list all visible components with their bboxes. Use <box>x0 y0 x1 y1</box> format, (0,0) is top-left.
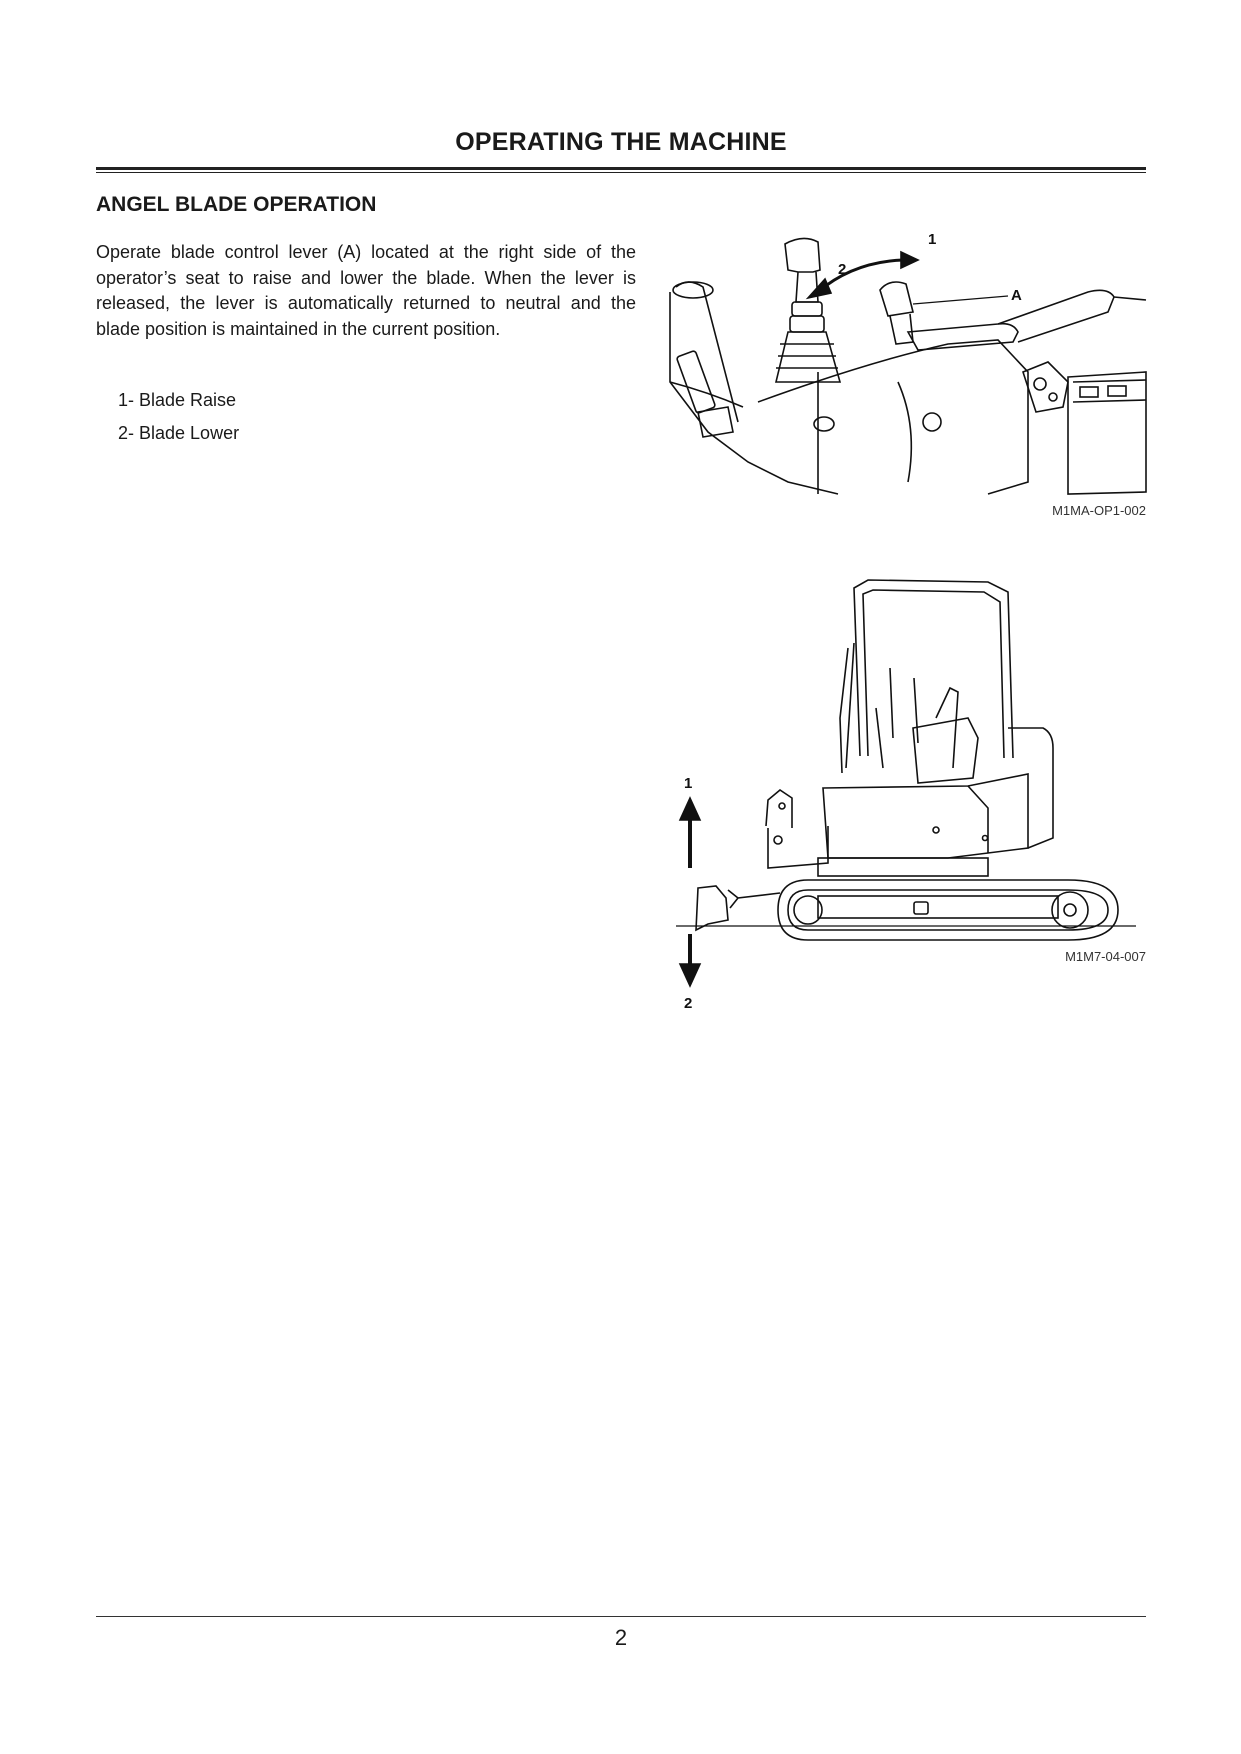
page-title: OPERATING THE MACHINE <box>455 128 787 156</box>
page-number: 2 <box>614 1625 628 1650</box>
fig1-label-1: 1 <box>928 232 937 248</box>
body-paragraph: Operate blade control lever (A) located at the right side of the operator’s seat to raise and lower the blade. When the lever is released, the lever is automatically returned to neutral and the blade position is maintained in the current position. <box>96 242 636 339</box>
figure2-code: M1M7-04-007 <box>1065 949 1146 964</box>
excavator-illustration <box>668 568 1148 1010</box>
fig2-label-1: 1 <box>684 775 693 792</box>
title-rule <box>96 167 1146 170</box>
fig2-label-2: 2 <box>684 995 693 1010</box>
fig1-label-2: 2 <box>838 261 847 278</box>
legend-item-blade-raise: 1- Blade Raise <box>118 390 237 410</box>
legend-item-blade-lower: 2- Blade Lower <box>118 423 240 443</box>
section-heading: ANGEL BLADE OPERATION <box>96 193 377 216</box>
legend-list <box>118 389 239 455</box>
fig1-label-a: A <box>1011 287 1022 304</box>
footer-rule <box>96 1616 1146 1617</box>
title-rule-thin <box>96 172 1146 173</box>
figure1-code: M1MA-OP1-002 <box>1052 503 1146 518</box>
lever-illustration <box>668 232 1148 498</box>
